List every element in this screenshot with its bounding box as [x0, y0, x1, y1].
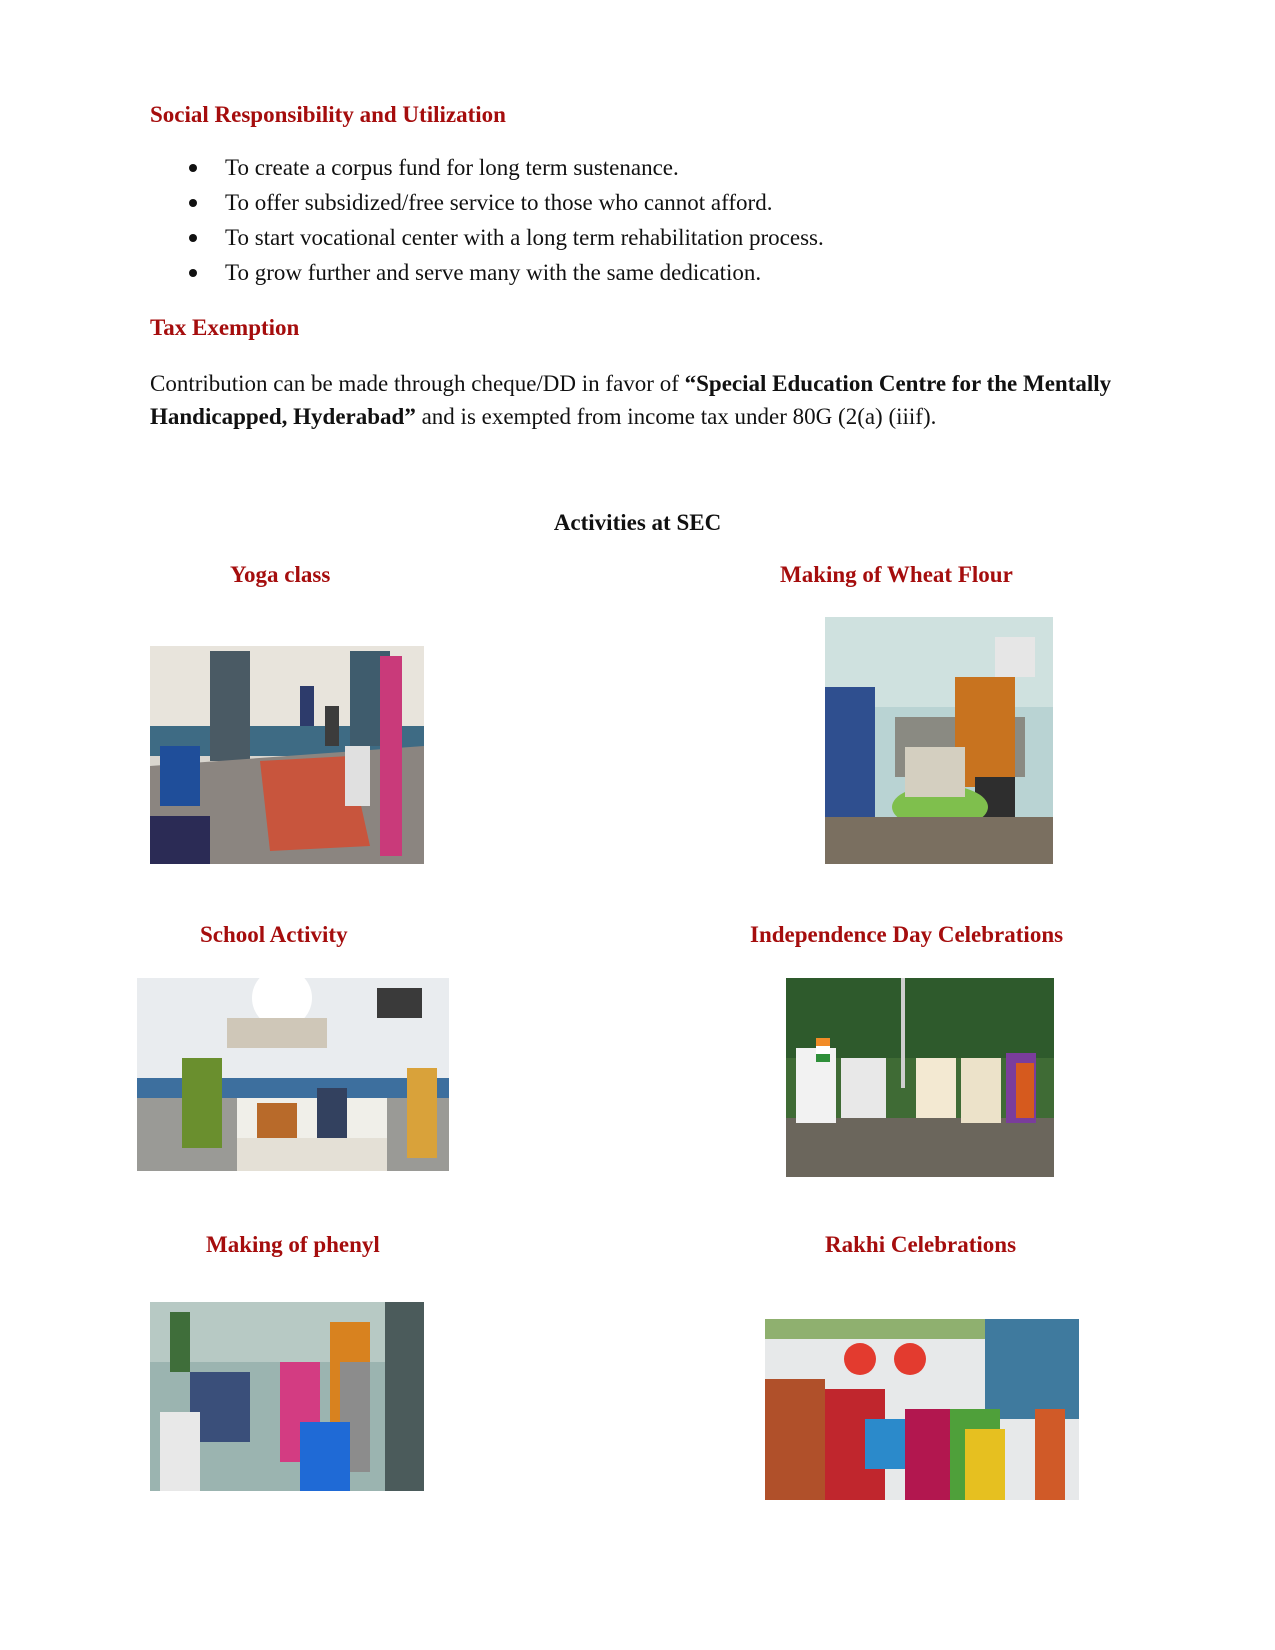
- phenyl-photo: [150, 1302, 424, 1491]
- yoga-class-photo: [150, 646, 424, 864]
- bullet-icon: [189, 234, 197, 242]
- bullet-icon: [189, 164, 197, 172]
- school-activity-photo: [137, 978, 449, 1171]
- bullet-item: To start vocational center with a long term rehabilitation process.: [150, 220, 824, 255]
- activities-title: Activities at SEC: [553, 510, 722, 535]
- caption-making-phenyl: Making of phenyl: [206, 1232, 380, 1257]
- bullet-icon: [189, 199, 197, 207]
- caption-independence-day: Independence Day Celebrations: [750, 922, 1064, 947]
- bullet-icon: [189, 269, 197, 277]
- responsibility-bullet-list: [150, 150, 824, 290]
- caption-rakhi: Rakhi Celebrations: [825, 1232, 1017, 1257]
- caption-yoga-class: Yoga class: [230, 562, 331, 587]
- caption-wheat-flour: Making of Wheat Flour: [780, 562, 1013, 587]
- wheat-flour-photo: [825, 617, 1053, 864]
- tax-exemption-paragraph: Contribution can be made through cheque/DD in favor of “Special Education Centre for the Mentally Handicapped, Hyderabad” and is exempted from income tax under 80G (2(a) (iiif).: [150, 371, 1112, 429]
- beneficiary-name: “Special Education Centre for the Mentally Handicapped, Hyderabad”: [150, 371, 1112, 429]
- section-heading-social-responsibility: Social Responsibility and Utilization: [150, 102, 506, 127]
- independence-day-photo: [786, 978, 1054, 1177]
- rakhi-photo: [765, 1319, 1079, 1500]
- bullet-item: To create a corpus fund for long term sustenance.: [150, 150, 824, 185]
- bullet-item: To offer subsidized/free service to those who cannot afford.: [150, 185, 824, 220]
- bullet-item: To grow further and serve many with the same dedication.: [150, 255, 824, 290]
- caption-school-activity: School Activity: [200, 922, 348, 947]
- section-heading-tax-exemption: Tax Exemption: [150, 315, 300, 340]
